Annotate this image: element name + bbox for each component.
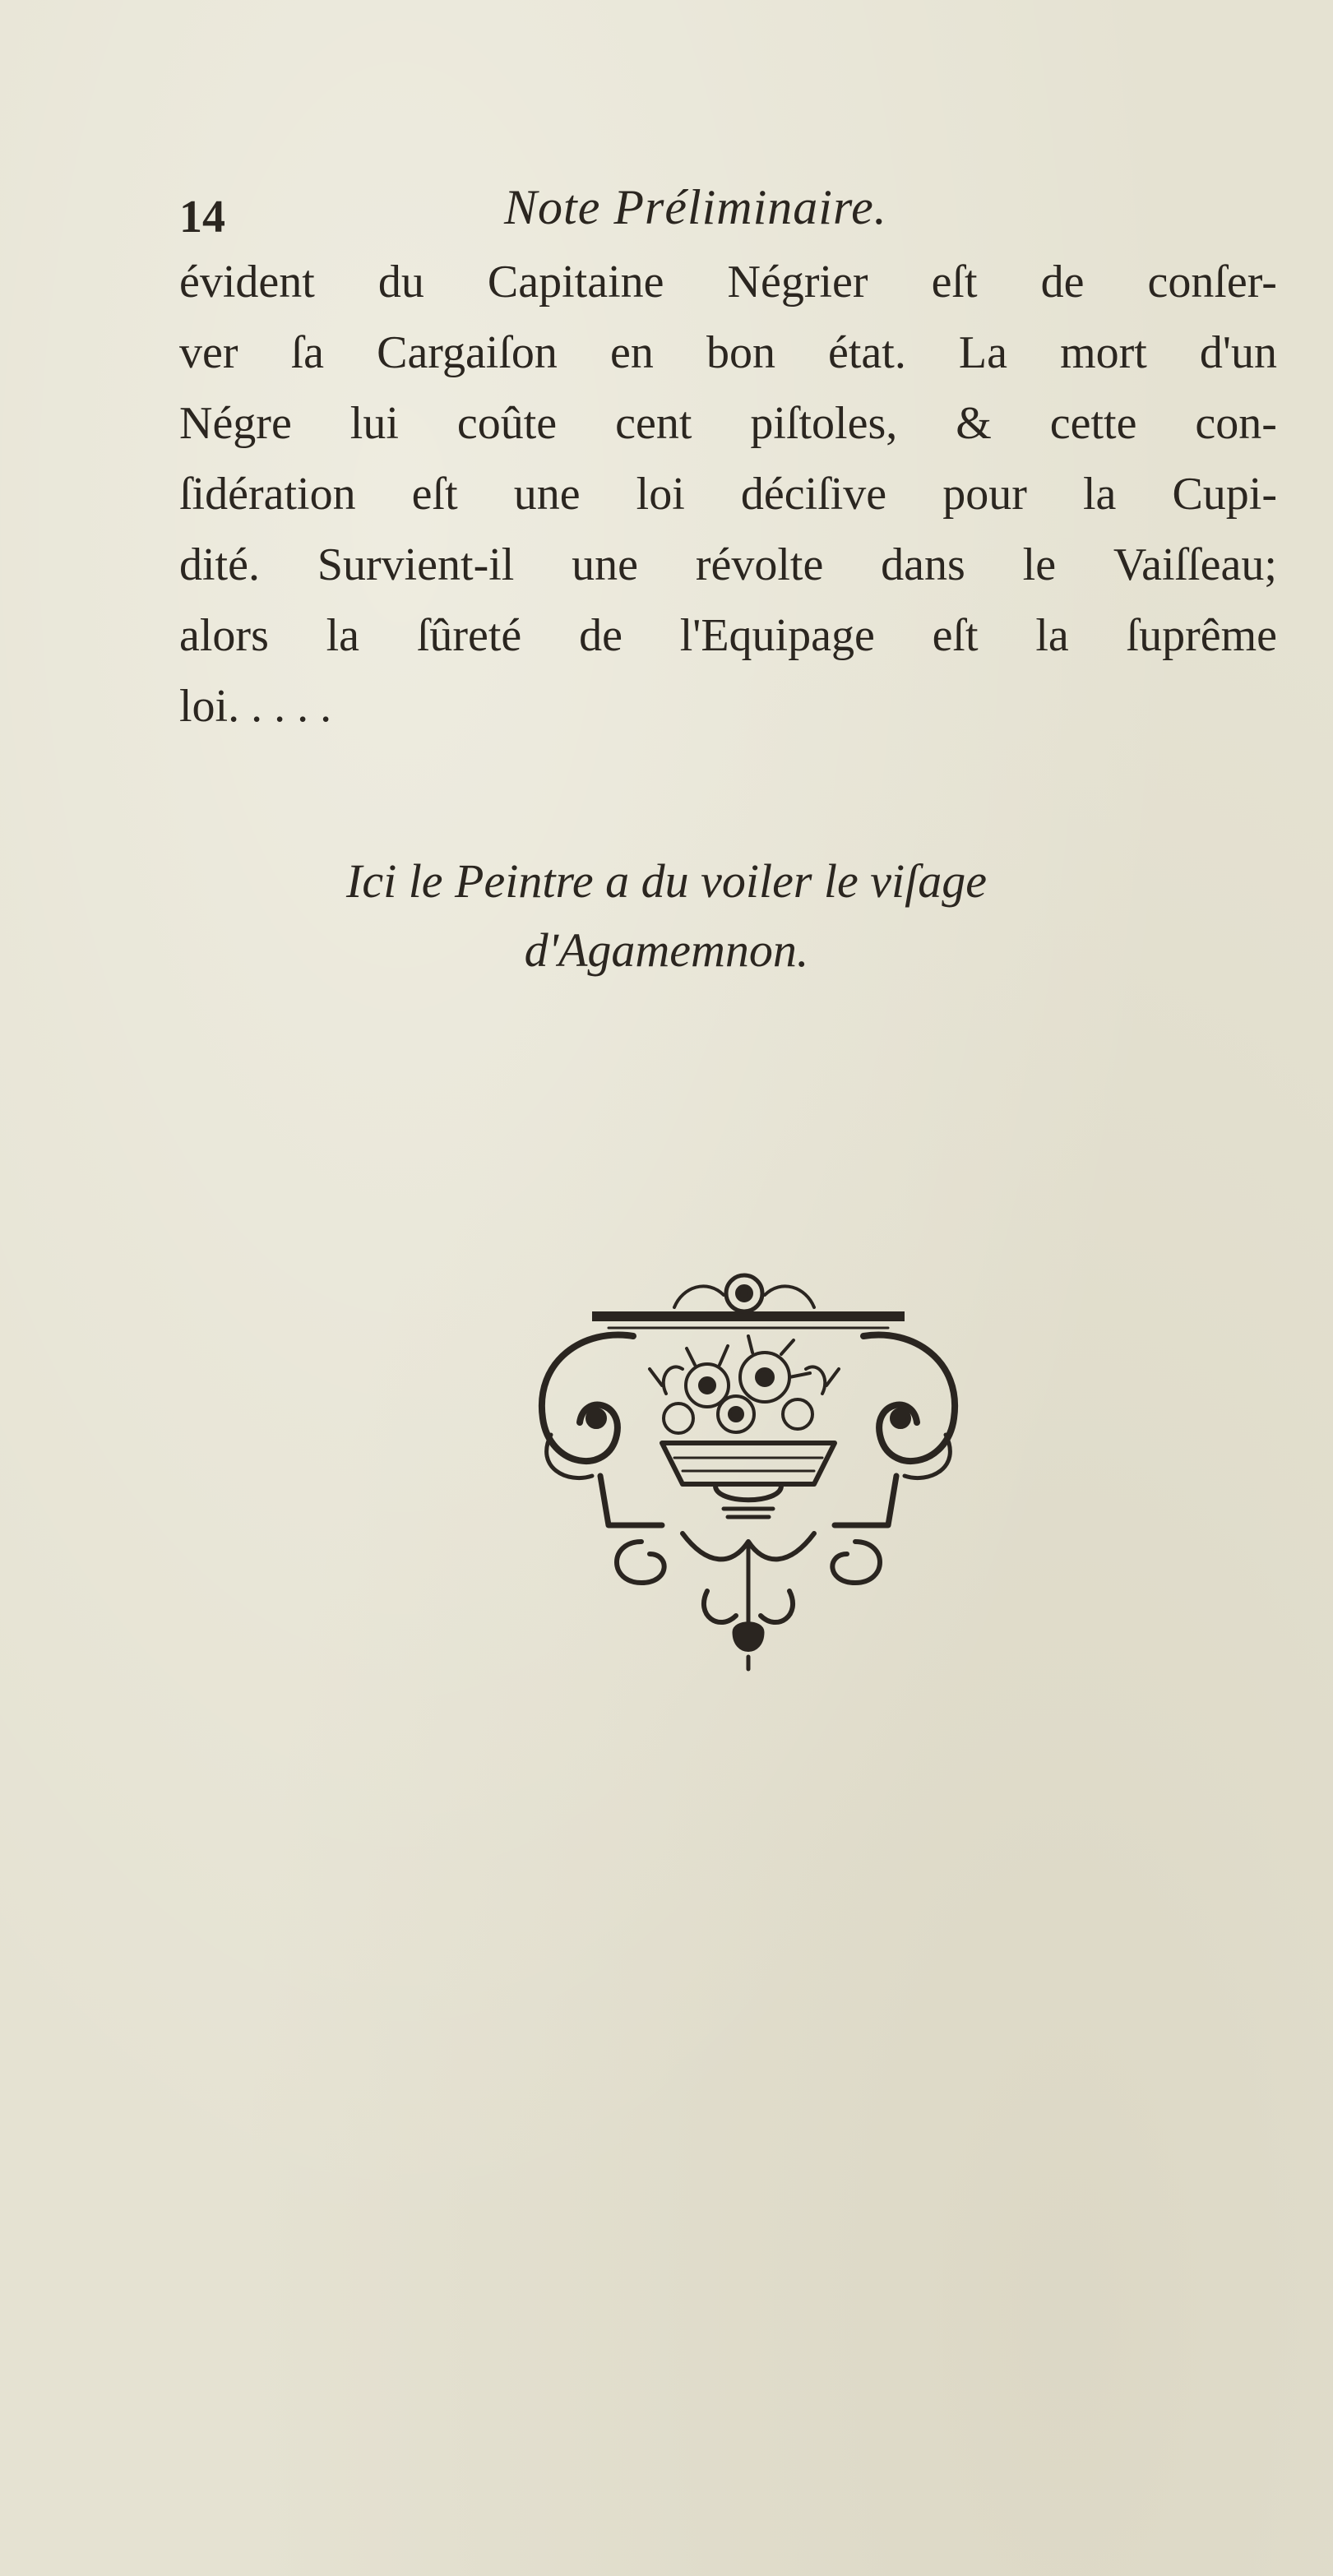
word: eſt [932, 610, 979, 661]
caption-line-1: Ici le Peintre a du voiler le viſage [346, 854, 987, 908]
word: du [377, 257, 424, 308]
word: de [1040, 257, 1085, 308]
word: lui [349, 398, 399, 449]
word: Cupi- [1172, 469, 1277, 520]
word: une [513, 469, 581, 520]
word: loi. . . . . [179, 681, 332, 732]
running-title: Note Préliminaire. [504, 180, 887, 234]
word: & [956, 398, 992, 449]
word: bon [706, 327, 775, 378]
word: la [326, 610, 360, 661]
word: le [1022, 539, 1057, 590]
word: la [1035, 610, 1069, 661]
word: Négrier [727, 257, 868, 308]
word: ſidération [179, 469, 356, 520]
word: conſer- [1147, 257, 1277, 308]
word: Vaiſſeau; [1113, 539, 1277, 590]
word: pour [942, 469, 1027, 520]
word: l'Equipage [679, 610, 875, 661]
word: Capitaine [487, 257, 664, 308]
word: piſtoles, [750, 398, 898, 449]
word: ver [179, 327, 238, 378]
text-line [179, 600, 1277, 671]
word: ſûreté [416, 610, 522, 661]
word: loi [636, 469, 685, 520]
word: révolte [695, 539, 824, 590]
word: ſa [290, 327, 325, 378]
text-line [179, 671, 1277, 742]
page-header [179, 179, 1273, 245]
word: Cargaiſon [377, 327, 558, 378]
floral-urn-ornament-icon [518, 1270, 979, 1673]
text-line [179, 247, 1277, 317]
word: eſt [411, 469, 458, 520]
word: une [572, 539, 639, 590]
word: cent [615, 398, 692, 449]
word: Survient-il [317, 539, 515, 590]
word: dans [881, 539, 965, 590]
word: de [579, 610, 623, 661]
word: état. [828, 327, 906, 378]
word: ſuprême [1126, 610, 1277, 661]
word: d'un [1199, 327, 1277, 378]
word: Négre [179, 398, 292, 449]
text-line [179, 317, 1277, 388]
word: dité. [179, 539, 260, 590]
word: en [610, 327, 654, 378]
text-line [179, 388, 1277, 459]
word: évident [179, 257, 315, 308]
text-line [179, 530, 1277, 600]
caption [0, 847, 1333, 985]
word: déciſive [740, 469, 887, 520]
word: coûte [456, 398, 558, 449]
word: alors [179, 610, 269, 661]
word: con- [1195, 398, 1277, 449]
word: eſt [931, 257, 978, 308]
word: mort [1060, 327, 1147, 378]
word: la [1082, 469, 1117, 520]
body-paragraph [179, 247, 1277, 742]
caption-line-2: d'Agamemnon. [524, 923, 809, 977]
word: cette [1049, 398, 1137, 449]
page-number: 14 [179, 192, 225, 243]
word: La [958, 327, 1007, 378]
text-line [179, 459, 1277, 530]
